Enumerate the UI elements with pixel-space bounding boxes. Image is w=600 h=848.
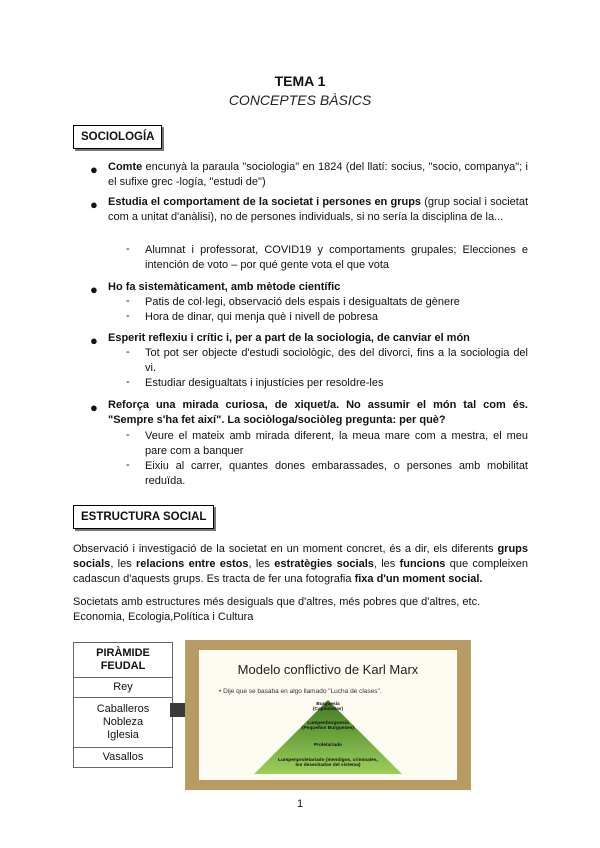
bullet-icon: ● <box>90 162 98 177</box>
bullet-icon: ● <box>90 282 98 297</box>
page-subtitle: CONCEPTES BÀSICS <box>228 92 372 108</box>
slide-title: Modelo conflictivo de Karl Marx <box>237 662 419 677</box>
table-row: Rey <box>74 678 173 698</box>
marx-slide-image <box>185 640 471 790</box>
sub-list-item: Veure el mateix amb mirada diferent, la meua mare com a mestra, el meu pare com a banquer <box>145 430 528 457</box>
bullet-icon: ● <box>90 400 98 415</box>
table-header: PIRÀMIDE FEUDAL <box>74 643 173 678</box>
sub-list-item: Hora de dinar, qui menja què i nivell de pobresa <box>145 311 378 323</box>
pyramid-level-3: Proletariado <box>314 743 342 748</box>
bullet-icon: ● <box>90 333 98 348</box>
bullet-icon: ● <box>90 197 98 212</box>
list-item: Reforça una mirada curiosa, de xiquet/a. No assumir el món tal com és. "Sempre s'ha fet així". La sociòloga/sociòleg pregunta: per què? <box>108 399 528 426</box>
table-row: Caballeros Nobleza Iglesia <box>74 698 173 748</box>
sub-list-item: Estudiar desigualtats i injustícies per resoldre-les <box>145 377 384 389</box>
page-number: 1 <box>296 798 304 810</box>
pyramid-level-1: Burguesía (Capitalistas) <box>312 702 344 712</box>
pyramid-level-2: Lumpenburguesía (Pequeños Burgueses) <box>301 721 355 731</box>
list-item: Estudia el comportament de la societat i persones en grups (grup social i societat com a unitat d'anàlisi), no de persones individuals, si no sería la disciplina de la... <box>108 196 528 223</box>
feudal-pyramid-table <box>73 642 173 768</box>
table-row: Vasallos <box>74 748 173 768</box>
pyramid-level-4: Lumpenproletariado (mendigos, criminales, los desechados del sistema) <box>278 758 378 768</box>
sub-list-item: Patis de col·legi, observació dels espais i desigualtats de gènere <box>145 296 460 308</box>
sub-list-item: Tot pot ser objecte d'estudi sociològic, des del divorci, fins a la sociologia del vi. <box>145 347 528 374</box>
list-item: Ho fa sistemàticament, amb mètode científic <box>108 281 341 293</box>
section-heading-sociologia: SOCIOLOGÍA <box>73 125 162 149</box>
section-heading-estructura-social: ESTRUCTURA SOCIAL <box>73 505 214 529</box>
paragraph: Economia, Ecologia,Política i Cultura <box>73 611 254 623</box>
list-item: Esperit reflexiu i crític i, per a part de la sociologia, de canviar el món <box>108 332 470 344</box>
sub-list-item: Eixiu al carrer, quantes dones embarassades, o persones amb mobilitat reduïda. <box>145 460 528 487</box>
slide-tab-left <box>170 703 186 717</box>
slide-note: • Dije que se basaba en algo llamado "Lucha de clases". <box>219 688 382 695</box>
list-item: Comte encunyà la paraula "sociologia" en 1824 (del llatí: socius, "socio, companya"; i el sufixe grec -logía, "estudi de") <box>108 161 528 188</box>
paragraph: Societats amb estructures més desiguals que d'altres, més pobres que d'altres, etc. <box>73 596 481 608</box>
page-title: TEMA 1 <box>274 73 326 89</box>
sub-list-item: Alumnat i professorat, COVID19 y comportaments grupales; Elecciones e intención de voto – por qué gente vota el que vota <box>145 244 528 271</box>
slide-content <box>199 650 457 780</box>
paragraph: Observació i investigació de la societat en un moment concret, és a dir, els diferents grups socials, les relacions entre estos, les estratègies socials, les funcions que compleixen cadascun d'aquests grups. Es tracta de fer una fotografia fixa d'un moment social. <box>73 543 528 585</box>
